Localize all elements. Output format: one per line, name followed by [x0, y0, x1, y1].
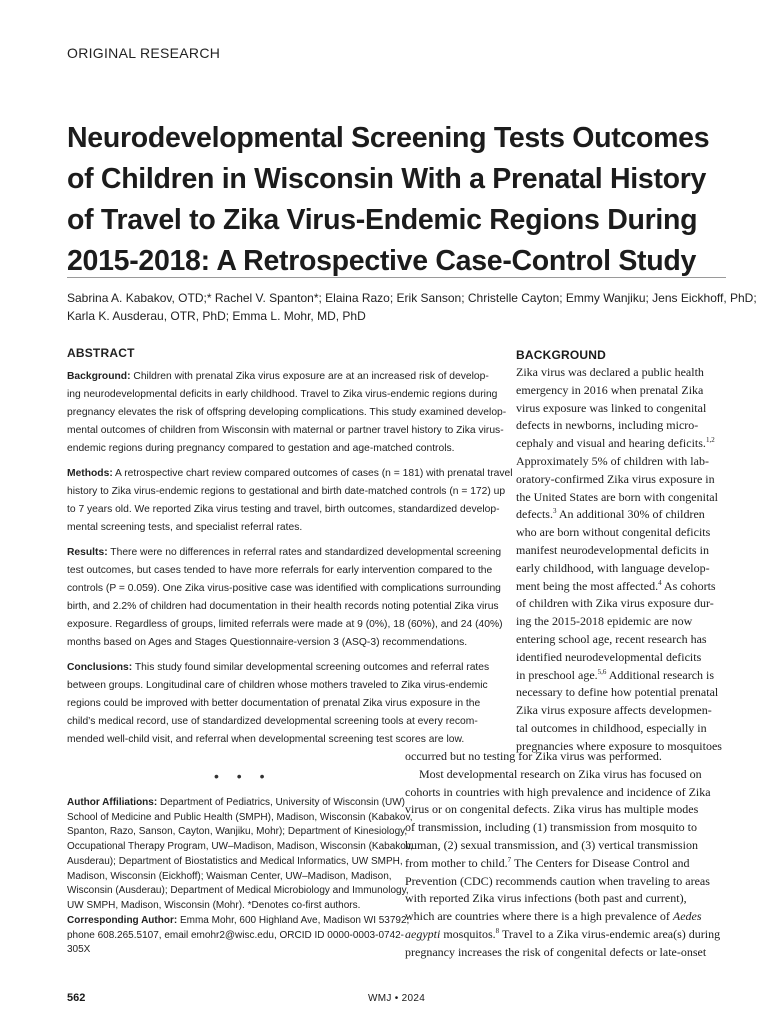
article-title: [67, 118, 710, 282]
corresponding-author: Corresponding Author: Emma Mohr, 600 Highland Ave, Madison WI 53792, phone 608.265.5107, email emohr2@wisc.edu, ORCID ID 0000-0003-0742- 305X: [67, 915, 410, 956]
journal-footer: WMJ • 2024: [368, 993, 426, 1004]
author-line: Karla K. Ausderau, OTR, PhD; Emma L. Mohr, MD, PhD: [67, 309, 366, 323]
title-line: of Travel to Zika Virus-Endemic Regions During: [67, 204, 698, 236]
citation-ref: 3: [552, 507, 557, 516]
abstract-label: Methods:: [67, 468, 113, 479]
page-number: 562: [67, 992, 86, 1004]
section-label: ORIGINAL RESEARCH: [67, 45, 221, 61]
title-line: 2015-2018: A Retrospective Case-Control Study: [67, 245, 697, 277]
author-affiliations: Author Affiliations: Department of Pediatrics, University of Wisconsin (UW) School of Medicine and Public Health (SMPH), Madison, Wisconsin (Kabakov, Spanton, Razo, Sanson, Cayton, Wanjiku, Mohr); Department of Kinesiology, Occupational Therapy Program, UW–Madison, Madison, Wisconsin (Kabakov, Ausderau); Department of Biostatistics and Medical Informatics, UW SMPH, Madison, Wisconsin (Eickhoff); Waisman Center, UW–Madison, Madison, Wisconsin (Ausderau); Department of Medical Microbiology and Immunology, UW SMPH, Madison, Wisconsin (Mohr). *Denotes co-first authors.: [67, 797, 413, 911]
background-heading: BACKGROUND: [516, 348, 606, 362]
background-text-full-width: occurred but no testing for Zika virus was performed. Most developmental research on Zika virus has focused on cohorts in countries with high prevalence and incidence of Zika virus or on congenital defects. Zika virus has multiple modes of transmission, including (1) transmission from mosquito to human, (2) sexual transmission, and (3) vertical transmission from mother to child.$^7$ The Centers for Disease Control and Prevention (CDC) recommends caution when traveling to areas with reported Zika virus infections (both past and current), which are countries where there is a high prevalence of Aedes aegypti mosquitos.$^8$ Travel to a Zika virus-endemic area(s) during pregnancy increases the risk of congenital defects or late-onset: [405, 749, 721, 959]
title-line: of Children in Wisconsin With a Prenatal History: [67, 163, 707, 195]
citation-ref: 8: [495, 926, 500, 935]
affiliations-label: Author Affiliations:: [67, 797, 158, 808]
species-name: Aedes: [672, 909, 702, 924]
author-line: Sabrina A. Kabakov, OTD;* Rachel V. Spanton*; Elaina Razo; Erik Sanson; Christelle Cayton; Emmy Wanjiku; Jens Eickhoff, PhD;: [67, 291, 757, 305]
species-name: aegypti: [405, 926, 441, 941]
abstract-label: Conclusions:: [67, 662, 133, 673]
citation-ref: 4: [658, 578, 662, 587]
section-divider: • • •: [214, 768, 272, 784]
abstract-background: Background: Children with prenatal Zika virus exposure are at an increased risk of develop- ing neurodevelopmental deficits in early childhood. Travel to Zika virus-endemic regions during pregnancy elevates the risk of offspring developing complications. This study examined develop- mental outcomes of children from Wisconsin with maternal or partner travel history to Zika virus- endemic regions during pregnancy compared to gestation and age-matched controls.: [67, 371, 507, 454]
abstract: [67, 346, 513, 756]
abstract-conclusions: Conclusions: This study found similar developmental screening outcomes and referral rates between groups. Longitudinal care of children whose mothers traveled to Zika virus-endemic regions could be improved with better documentation of prenatal Zika virus exposure in the child’s medical record, use of standardized developmental screening tools at every recom- mended well-child visit, and referral when developmental screening test scores are low.: [67, 662, 490, 745]
abstract-methods: Methods: A retrospective chart review compared outcomes of cases (n = 181) with prenatal travel history to Zika virus-endemic regions to gestational and birth date-matched controls (n = 172) up to 7 years old. We reported Zika virus testing and travel, birth outcomes, standardized develop- mental screening tests, and specialist referral rates.: [67, 468, 513, 533]
abstract-label: Background:: [67, 371, 131, 382]
citation-ref: 5,6: [597, 667, 607, 676]
corresponding-label: Corresponding Author:: [67, 915, 178, 926]
abstract-label: Results:: [67, 547, 108, 558]
citation-ref: 7: [507, 855, 512, 864]
title-line: Neurodevelopmental Screening Tests Outcomes: [67, 122, 710, 154]
citation-ref: 1,2: [705, 436, 715, 445]
author-list: [67, 289, 757, 325]
title-divider: [67, 277, 726, 278]
abstract-heading: ABSTRACT: [67, 346, 135, 360]
background-text-column: Zika virus was declared a public health emergency in 2016 when prenatal Zika virus exposure was linked to congenital defects in newborns, including micro- cephaly and visual and hearing deficits.$^{1,2}$ Approximately 5% of children with lab- oratory-confirmed Zika virus exposure in the United States are born with congenital defects.$^3$ An additional 30% of children who are born without congenital deficits manifest neurodevelopmental deficits in early childhood, with language develop- ment being the most affected.$^4$ As cohorts of children with Zika virus exposure dur- ing the 2015-2018 epidemic are now entering school age, recent research has identified neurodevelopmental deficits in preschool age.$^{5,6}$ Additional research is necessary to define how potential prenatal Zika virus exposure affects developmen- tal outcomes in childhood, especially in pregnancies where exposure to mosquitoes: [516, 365, 722, 753]
abstract-results: Results: There were no differences in referral rates and standardized developmental screening test outcomes, but cases tended to have more referrals for early intervention compared to the controls (P = 0.059). One Zika virus-positive case was identified with complications surrounding birth, and 2.2% of children had documentation in their health records noting potential Zika virus exposure. Regardless of groups, limited referrals were made at 9 (0%), 18 (60%), and 24 (40%) months based on Ages and Stages Questionnaire-version 3 (ASQ-3) recommendations.: [67, 547, 503, 648]
